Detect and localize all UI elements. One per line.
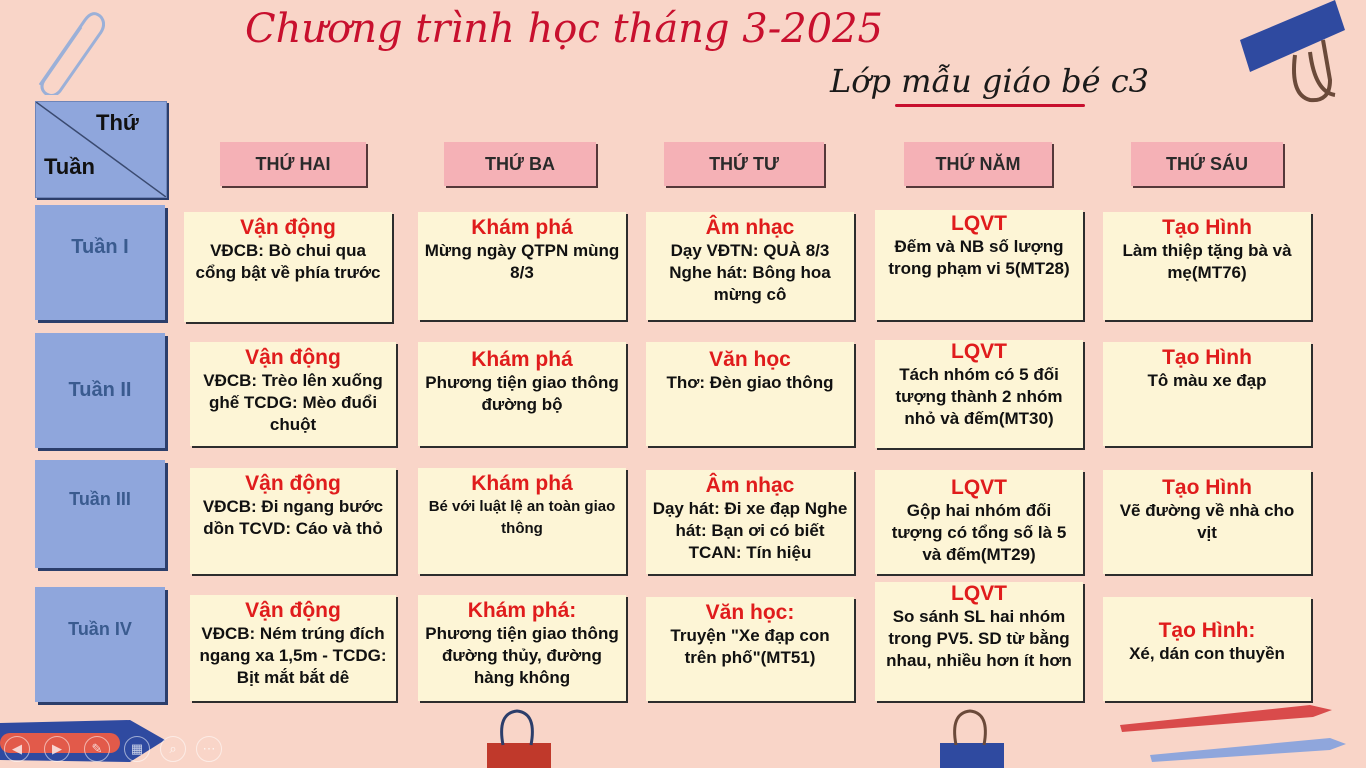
activity-title: Khám phá <box>471 472 573 495</box>
activity-title: Vận động <box>245 472 341 495</box>
activity-cell <box>646 212 854 320</box>
activity-title: Tạo Hình <box>1162 346 1252 369</box>
day-header: THỨ BA <box>444 142 596 186</box>
week-label: Tuần I <box>35 205 165 320</box>
activity-detail: So sánh SL hai nhóm trong PV5. SD từ bằng nhau, nhiều hơn ít hơn <box>886 607 1072 670</box>
corner-label-thu: Thứ <box>96 110 139 135</box>
activity-title: LQVT <box>951 340 1007 363</box>
activity-cell <box>190 342 396 446</box>
activity-title: Khám phá <box>471 348 573 371</box>
subtitle-underline <box>895 104 1085 107</box>
activity-cell <box>1103 470 1311 574</box>
activity-detail: VĐCB: Trèo lên xuống ghế TCDG: Mèo đuổi chuột <box>203 371 383 434</box>
day-header: THỨ SÁU <box>1131 142 1283 186</box>
day-header: THỨ HAI <box>220 142 366 186</box>
activity-title: Tạo Hình: <box>1158 619 1256 642</box>
week-label: Tuần III <box>35 460 165 568</box>
activity-cell <box>418 212 626 320</box>
previous-slide-icon[interactable]: ◀ <box>4 736 30 762</box>
activity-cell <box>875 470 1083 574</box>
pen-icon[interactable]: ✎ <box>84 736 110 762</box>
slides-icon[interactable]: ▦ <box>124 736 150 762</box>
page-title: Chương trình học tháng 3-2025 <box>245 6 884 52</box>
paperclip-icon <box>15 5 105 95</box>
activity-detail: Phương tiện giao thông đường bộ <box>425 373 619 414</box>
activity-detail: Tô màu xe đạp <box>1147 371 1267 390</box>
activity-detail: Dạy hát: Đi xe đạp Nghe hát: Bạn ơi có biết TCAN: Tín hiệu <box>652 499 848 562</box>
activity-title: Tạo Hình <box>1162 476 1252 499</box>
activity-title: Âm nhạc <box>705 216 795 239</box>
activity-cell <box>190 468 396 574</box>
activity-title: LQVT <box>951 582 1007 605</box>
activity-detail: Phương tiện giao thông đường thủy, đường hàng không <box>425 624 619 687</box>
day-header: THỨ TƯ <box>664 142 824 186</box>
activity-detail: Đếm và NB số lượng trong phạm vi 5(MT28) <box>888 237 1070 278</box>
activity-cell <box>646 597 854 701</box>
activity-detail: VĐCB: Ném trúng đích ngang xa 1,5m - TCDG: Bịt mắt bắt dê <box>199 624 387 687</box>
activity-detail: Thơ: Đèn giao thông <box>666 373 834 392</box>
activity-detail: Bé với luật lệ an toàn giao thông <box>428 498 616 537</box>
corner-label-tuan: Tuần <box>44 154 95 179</box>
activity-detail: Tách nhóm có 5 đối tượng thành 2 nhóm nhỏ và đếm(MT30) <box>895 365 1063 428</box>
activity-detail: VĐCB: Đi ngang bước dồn TCVD: Cáo và thỏ <box>202 497 384 538</box>
activity-cell <box>646 470 854 574</box>
activity-title: Văn học <box>709 348 791 371</box>
binder-clip-icon <box>1235 0 1366 105</box>
more-options-icon[interactable]: ⋯ <box>196 736 222 762</box>
activity-cell <box>646 342 854 446</box>
activity-cell <box>875 582 1083 701</box>
activity-cell <box>190 595 396 701</box>
activity-cell <box>418 595 626 701</box>
binder-clip-icon <box>938 705 1008 768</box>
activity-cell <box>1103 342 1311 446</box>
activity-cell <box>1103 212 1311 320</box>
activity-title: Tạo Hình <box>1162 216 1252 239</box>
week-label: Tuần II <box>35 333 165 448</box>
activity-title: Vận động <box>245 599 341 622</box>
activity-title: Khám phá <box>471 216 573 239</box>
activity-cell <box>418 468 626 574</box>
activity-cell <box>184 212 392 322</box>
zoom-icon[interactable]: ⌕ <box>160 736 186 762</box>
day-header: THỨ NĂM <box>904 142 1052 186</box>
activity-title: Vận động <box>245 346 341 369</box>
activity-detail: Làm thiệp tặng bà và mẹ(MT76) <box>1122 241 1292 282</box>
activity-title: Vận động <box>240 216 336 239</box>
activity-title: Văn học: <box>705 601 795 624</box>
activity-detail: Mừng ngày QTPN mùng 8/3 <box>424 241 620 282</box>
activity-cell <box>1103 597 1311 701</box>
activity-cell <box>418 342 626 446</box>
next-slide-icon[interactable]: ▶ <box>44 736 70 762</box>
activity-detail: Gộp hai nhóm đối tượng có tổng số là 5 và đếm(MT29) <box>891 501 1067 564</box>
activity-detail: Xé, dán con thuyền <box>1129 644 1285 663</box>
pencil-icon <box>1110 700 1350 768</box>
activity-title: Khám phá: <box>467 599 577 622</box>
week-label: Tuần IV <box>35 587 165 702</box>
activity-cell <box>875 210 1083 320</box>
activity-title: LQVT <box>951 212 1007 235</box>
activity-detail: Dạy VĐTN: QUÀ 8/3 Nghe hát: Bông hoa mừng cô <box>669 241 831 304</box>
activity-detail: VĐCB: Bò chui qua cổng bật về phía trước <box>195 241 381 282</box>
activity-detail: Truyện "Xe đạp con trên phố"(MT51) <box>670 626 830 667</box>
corner-header <box>35 101 167 198</box>
class-name: Lớp mẫu giáo bé c3 <box>830 62 1150 100</box>
binder-clip-icon <box>485 705 555 768</box>
activity-title: LQVT <box>951 476 1007 499</box>
activity-title: Âm nhạc <box>705 474 795 497</box>
activity-cell <box>875 340 1083 448</box>
activity-detail: Vẽ đường về nhà cho vịt <box>1119 501 1295 542</box>
